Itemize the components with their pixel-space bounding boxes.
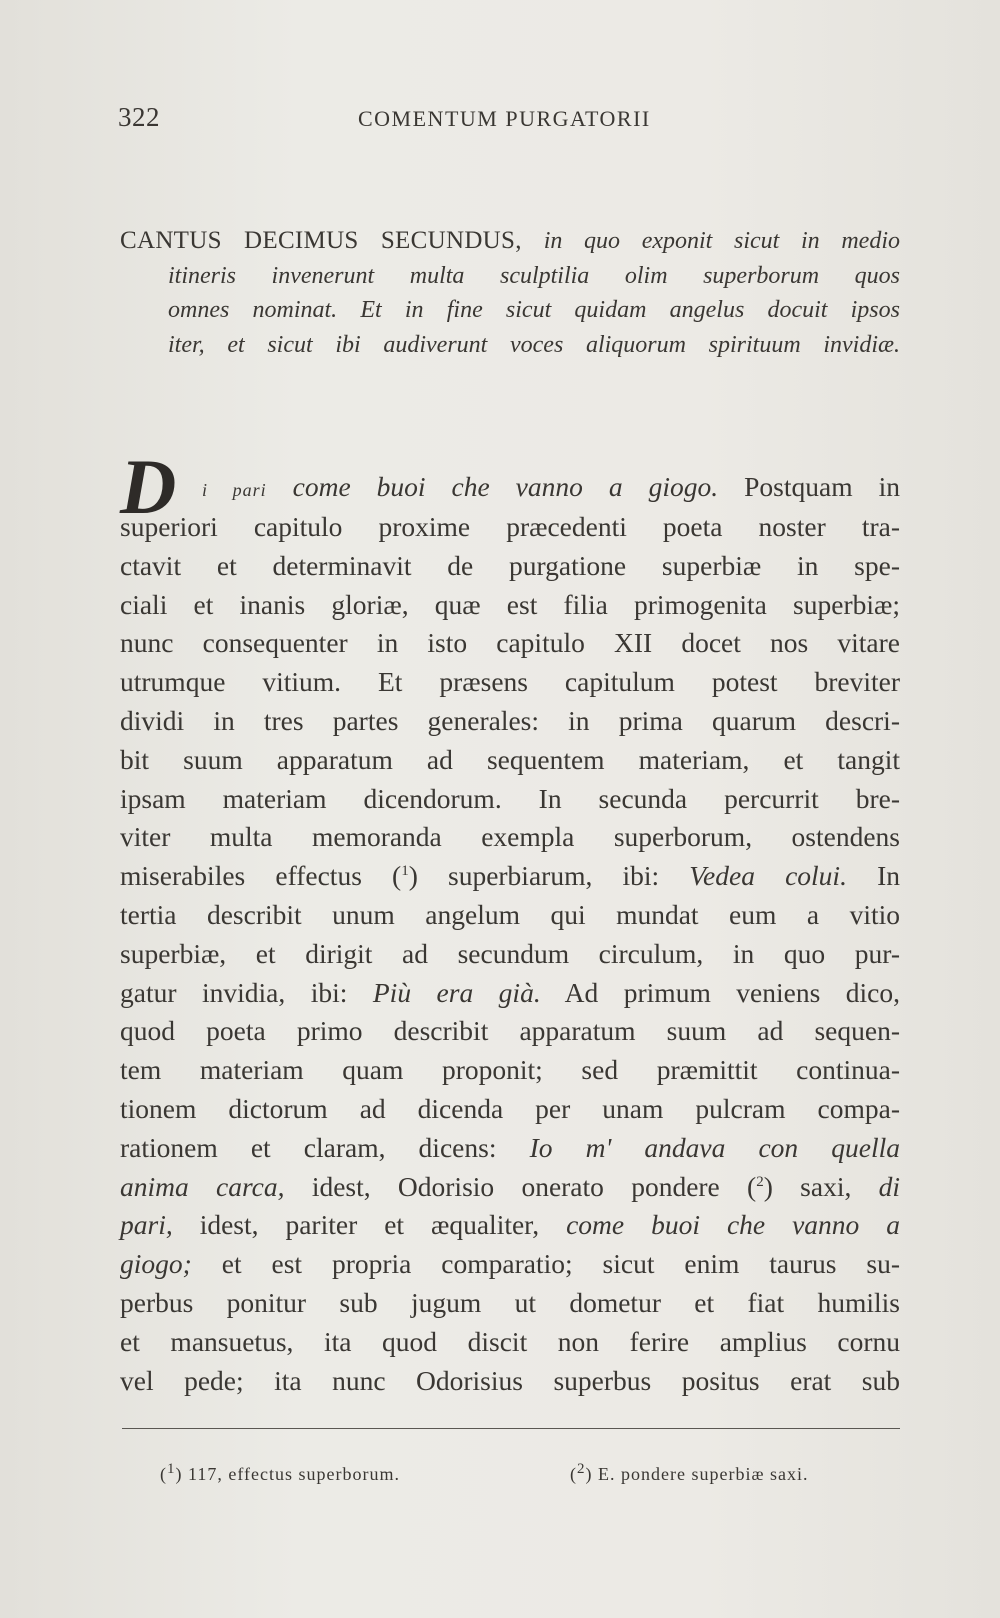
text-line: ipsam materiam dicendorum. In secunda percurrit bre-: [120, 782, 900, 814]
text-line: anima carca, idest, Odorisio onerato pondere ($^2$) saxi, di: [120, 1170, 901, 1202]
text-line: pari, idest, pariter et æqualiter, come buoi che vanno a: [120, 1209, 900, 1241]
heading-line: omnes nominat. Et in fine sicut quidam angelus docuit ipsos: [168, 297, 900, 323]
footnote-divider: [122, 1428, 900, 1429]
text-line: ctavit et determinavit de purgatione superbiæ in spe-: [120, 549, 900, 581]
footnote-ref: 2: [756, 1173, 764, 1190]
running-title: COMENTUM PURGATORII: [358, 106, 651, 131]
text-line: D i pari come buoi che vanno a giogo. Postquam in: [120, 443, 901, 530]
text-line: bit suum apparatum ad sequentem materiam, et tangit: [120, 743, 900, 775]
page-number: 322: [118, 102, 160, 132]
heading-caps: CANTUS DECIMUS SECUNDUS,: [120, 227, 522, 254]
footnote: ($^2$) E. pondere superbiæ saxi.: [570, 1461, 809, 1484]
running-head: [118, 102, 898, 142]
text-line: gatur invidia, ibi: Più era già. Ad primum veniens dico,: [120, 976, 901, 1008]
text-line: giogo; et est propria comparatio; sicut enim taurus su-: [120, 1248, 901, 1280]
text-line: nunc consequenter in isto capitulo XII docet nos vitare: [120, 627, 900, 659]
drop-cap: D: [120, 443, 177, 530]
body-text: [120, 443, 901, 1400]
footnote: ($^1$) 117, effectus superborum.: [160, 1461, 400, 1484]
text-line: perbus ponitur sub jugum ut dometur et fiat humilis: [120, 1286, 900, 1318]
incipit-smallcaps: i pari: [202, 480, 267, 500]
text-line: quod poeta primo describit apparatum suum ad sequen-: [120, 1015, 900, 1047]
text-line: tionem dictorum ad dicenda per unam pulcram compa-: [120, 1092, 900, 1124]
text-line: miserabiles effectus ($^1$) superbiarum, ibi: Vedea colui. In: [120, 860, 901, 892]
footnote-mark: 1: [167, 1461, 176, 1477]
footnote-ref: 1: [401, 863, 409, 880]
text-line: vel pede; ita nunc Odorisius superbus positus erat sub: [120, 1364, 900, 1396]
text-line: tertia describit unum angelum qui mundat eum a vitio: [120, 898, 900, 930]
heading-line: iter, et sicut ibi audiverunt voces aliquorum spirituum invidiæ.: [168, 331, 900, 358]
text-line: dividi in tres partes generales: in prima quarum descri-: [120, 704, 900, 736]
incipit-italic: come buoi che vanno a giogo.: [292, 471, 719, 502]
text-line: superbiæ, et dirigit ad secundum circulum, in quo pur-: [120, 937, 900, 969]
text-line: superiori capitulo proxime præcedenti poeta noster tra-: [120, 511, 900, 542]
footnote-mark: 2: [577, 1461, 586, 1477]
text-line: ciali et inanis gloriæ, quæ est filia primogenita superbiæ;: [120, 588, 900, 620]
chapter-heading: [120, 224, 900, 362]
footnotes: [160, 1461, 900, 1494]
text-line: tem materiam quam proponit; sed præmittit continua-: [120, 1054, 900, 1086]
text-line: et mansuetus, ita quod discit non ferire amplius cornu: [120, 1325, 900, 1357]
heading-line: [120, 224, 900, 259]
heading-italic: in quo exponit sicut in medio: [543, 228, 900, 254]
text-line: utrumque vitium. Et præsens capitulum potest breviter: [120, 666, 900, 698]
text-line: rationem et claram, dicens: Io m' andava con quella: [120, 1131, 901, 1163]
heading-line: itineris invenerunt multa sculptilia olim superborum quos: [168, 262, 900, 289]
text-line: viter multa memoranda exempla superborum, ostendens: [120, 821, 900, 853]
